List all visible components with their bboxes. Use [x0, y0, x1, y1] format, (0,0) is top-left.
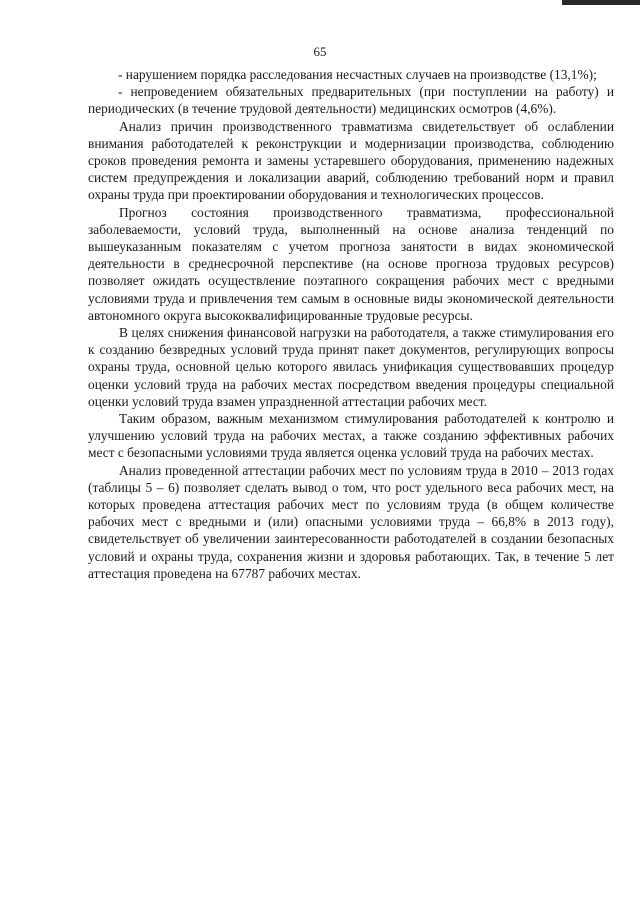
paragraph-injury-causes: Анализ причин производственного травматизма свидетельствует об ослаблении внимания работодателей к реконструкции и модернизации производства, соблюдению сроков проведения ремонта и замены устаревшего оборудования, применению надежных систем предупреждения и локализации аварий, соблюдению требований норм и правил охраны труда при проектировании оборудования и технологических процессов.	[88, 118, 614, 203]
paragraph-attestation-analysis: Анализ проведенной аттестации рабочих мест по условиям труда в 2010 – 2013 годах (таблицы 5 – 6) позволяет сделать вывод о том, что рост удельного веса рабочих мест, на которых проведена аттестация рабочих мест по условиям труда (в общем количестве рабочих мест с вредными и (или) опасными условиями труда – 66,8% в 2013 году), свидетельствует об увеличении заинтересованности работодателей в создании безопасных условий и охраны труда, сохранения жизни и здоровья работающих. Так, в течение 5 лет аттестация проведена на 67787 рабочих местах.	[88, 462, 614, 581]
list-item-investigation: - нарушением порядка расследования несчастных случаев на производстве (13,1%);	[118, 67, 597, 82]
list-item-medical-exams: - непроведением обязательных предварительных (при поступлении на работу) и периодических (в течение трудовой деятельности) медицинских осмотров (4,6%).	[88, 84, 614, 117]
page-number: 65	[313, 44, 327, 59]
document-body	[88, 66, 614, 582]
paragraph-stimulation-mechanism: Таким образом, важным механизмом стимулирования работодателей к контролю и улучшению условий труда на рабочих местах, а также созданию эффективных рабочих мест с безопасными условиями труда является оценка условий труда на рабочих местах.	[88, 411, 614, 461]
paragraph-forecast: Прогноз состояния производственного травматизма, профессиональной заболеваемости, условий труда, выполненный на основе анализа тенденций по вышеуказанным показателям с учетом прогноза занятости в видах экономической деятельности в среднесрочной перспективе (на основе прогноза трудовых ресурсов) позволяет ожидать осуществление поэтапного сокращения рабочих мест с вредными условиями труда и привлечения тем самым в основные виды экономической деятельности автономного округа высококвалифицированные трудовые ресурсы.	[88, 204, 614, 323]
paragraph-financial-burden: В целях снижения финансовой нагрузки на работодателя, а также стимулирования его к созданию безвредных условий труда принят пакет документов, регулирующих вопросы охраны труда, основной целью которого явилась унификация существовавших процедур оценки условий труда на рабочих местах посредством введения процедуры специальной оценки условий труда взамен упраздненной аттестации рабочих мест.	[88, 325, 614, 409]
scan-edge-mark	[562, 0, 640, 5]
